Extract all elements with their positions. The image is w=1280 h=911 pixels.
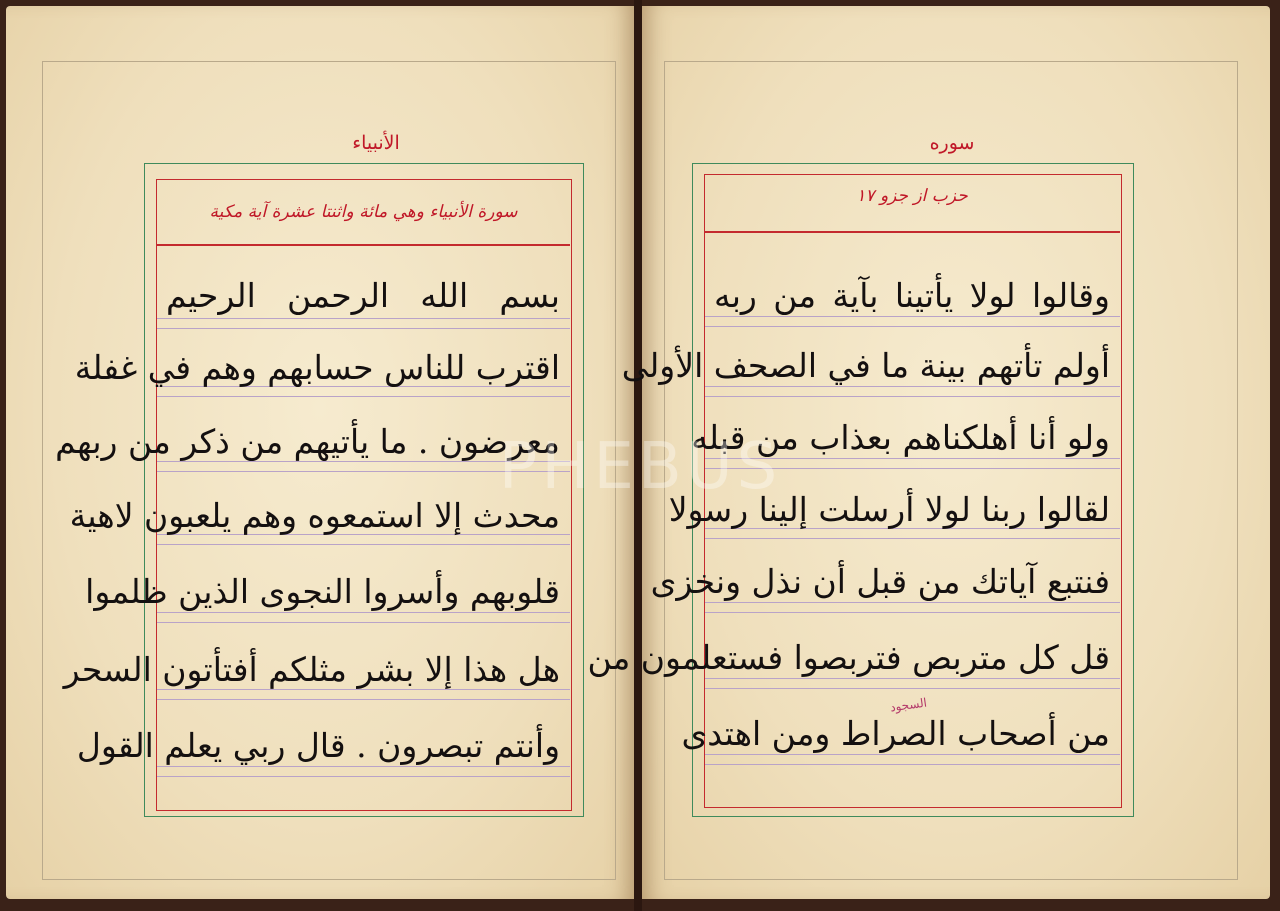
ruling-line <box>705 678 1120 679</box>
text-line: لقالوا ربنا لولا أرسلت إلينا رسولا <box>668 490 1110 529</box>
watermark: PHEBUS <box>498 430 782 504</box>
ruling-line <box>705 602 1120 603</box>
ruling-line <box>157 612 570 613</box>
ruling-line <box>705 612 1120 613</box>
ruling-line <box>705 458 1120 459</box>
right-hizb-banner: حزب از جزو ١٧ <box>856 186 968 206</box>
left-page-header: الأنبياء <box>352 132 400 154</box>
ruling-line <box>157 318 570 319</box>
sajda-margin-note: السجود <box>889 695 928 715</box>
ruling-line <box>157 699 570 700</box>
text-line: قلوبهم وأسروا النجوى الذين ظلموا <box>85 572 560 611</box>
ruling-line <box>157 544 570 545</box>
text-line: قل كل متربص فتربصوا فستعلمون من <box>587 638 1110 677</box>
ruling-line <box>705 326 1120 327</box>
left-banner-rule <box>157 244 570 246</box>
ruling-line <box>157 776 570 777</box>
ruling-line <box>157 396 570 397</box>
ruling-line <box>705 316 1120 317</box>
text-line: أولم تأتهم بينة ما في الصحف الأولى <box>621 346 1110 385</box>
text-line: معرضون . ما يأتيهم من ذكر من ربهم <box>55 422 560 461</box>
left-page <box>6 6 634 899</box>
text-line: من أصحاب الصراط ومن اهتدى <box>681 714 1110 753</box>
right-banner-rule <box>705 231 1120 233</box>
ruling-line <box>157 471 570 472</box>
text-line: وقالوا لولا يأتينا بآية من ربه <box>714 276 1110 315</box>
text-line: فنتبع آياتك من قبل أن نذل ونخزى <box>650 562 1110 601</box>
ruling-line <box>705 396 1120 397</box>
ruling-line <box>157 766 570 767</box>
ruling-line <box>157 622 570 623</box>
ruling-line <box>705 538 1120 539</box>
left-surah-banner: سورة الأنبياء وهي مائة واثنتا عشرة آية مكية <box>209 202 518 222</box>
text-line: ولو أنا أهلكناهم بعذاب من قبله <box>691 418 1110 457</box>
text-line: هل هذا إلا بشر مثلكم أفتأتون السحر <box>63 650 560 689</box>
text-line: وأنتم تبصرون . قال ربي يعلم القول <box>76 726 560 765</box>
text-line: بسم الله الرحمن الرحيم <box>166 276 560 315</box>
ruling-line <box>157 328 570 329</box>
book-gutter <box>634 0 642 911</box>
left-frame-red <box>55 179 572 811</box>
ruling-line <box>705 688 1120 689</box>
ruling-line <box>705 764 1120 765</box>
ruling-line <box>705 386 1120 387</box>
right-page-header: سوره <box>929 132 975 154</box>
ruling-line <box>705 468 1120 469</box>
text-line: محدث إلا استمعوه وهم يلعبون لاهية <box>69 496 560 535</box>
text-line: اقترب للناس حسابهم وهم في غفلة <box>74 348 560 387</box>
ruling-line <box>705 754 1120 755</box>
